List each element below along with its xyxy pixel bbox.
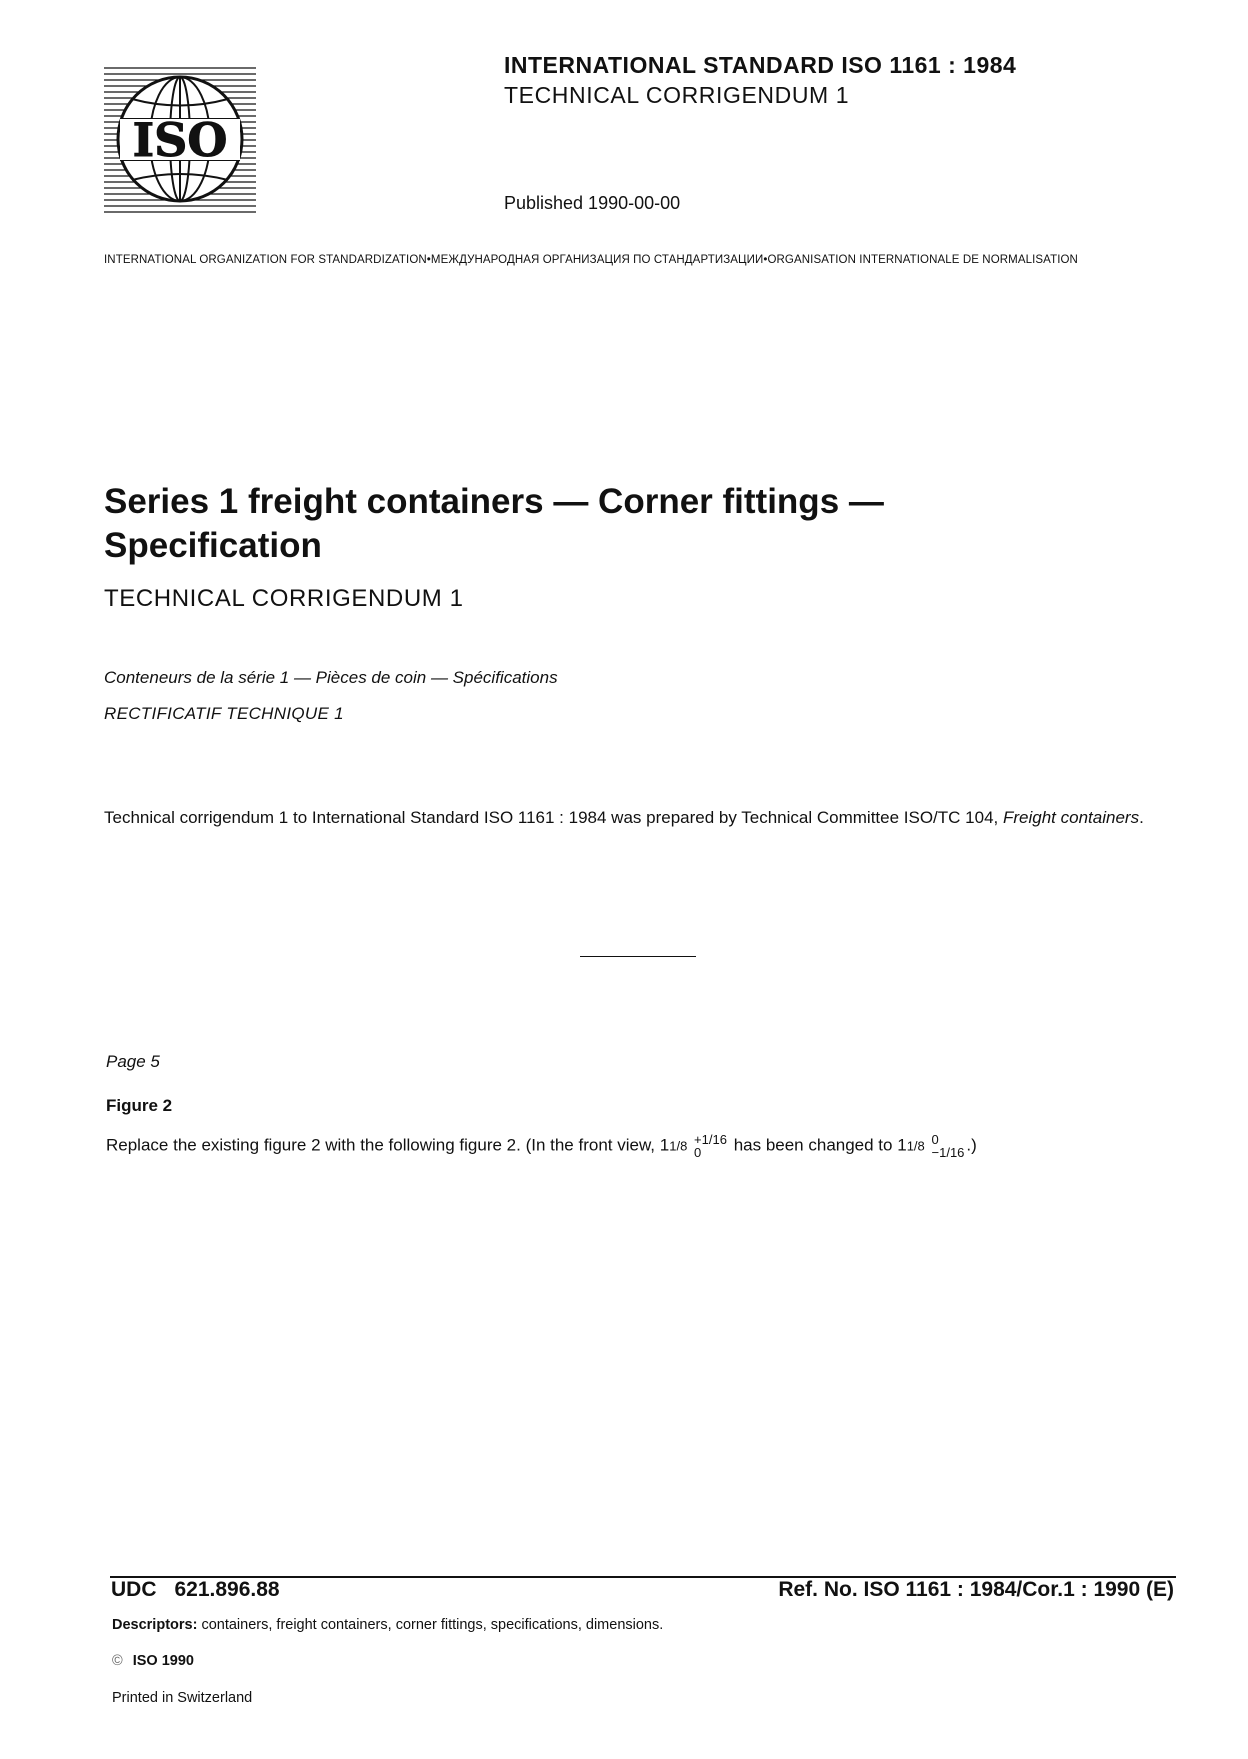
descriptors-label: Descriptors: [112, 1617, 198, 1633]
old-value-fraction: 1/8 [669, 1138, 688, 1154]
replacement-instruction [106, 1133, 977, 1159]
new-value-whole: 1 [897, 1135, 907, 1155]
document-title [104, 480, 884, 568]
corrigendum-title: TECHNICAL CORRIGENDUM 1 [104, 585, 464, 612]
section-divider [580, 956, 696, 957]
french-title: Conteneurs de la série 1 — Pièces de coin — Spécifications [104, 668, 558, 687]
old-tolerance-upper: +1/16 [694, 1132, 727, 1147]
udc-label: UDC [111, 1578, 157, 1601]
old-tolerance [694, 1133, 727, 1159]
page-reference: Page 5 [106, 1052, 160, 1071]
new-tolerance [932, 1133, 965, 1159]
copyright-text: ISO 1990 [132, 1653, 194, 1669]
figure-reference: Figure 2 [106, 1096, 173, 1115]
preparation-paragraph [104, 806, 1174, 830]
published-date: Published 1990-00-00 [504, 193, 681, 213]
reference-number: Ref. No. ISO 1161 : 1984/Cor.1 : 1990 (E) [778, 1578, 1174, 1601]
replace-text: Replace the existing figure 2 with the following figure 2. (In the front view, [106, 1135, 656, 1155]
preparation-end: . [1139, 808, 1144, 827]
old-value-whole: 1 [659, 1135, 670, 1155]
french-corrigendum: RECTIFICATIF TECHNIQUE 1 [104, 704, 344, 723]
standard-title: INTERNATIONAL STANDARD ISO 1161 : 1984 [504, 52, 1017, 78]
new-value-fraction: 1/8 [906, 1138, 925, 1154]
replace-end: .) [966, 1135, 977, 1155]
descriptors-value: containers, freight containers, corner fittings, specifications, dimensions. [201, 1617, 664, 1633]
standard-subtitle: TECHNICAL CORRIGENDUM 1 [504, 82, 850, 108]
new-tolerance-upper: 0 [931, 1132, 939, 1147]
document-title-line1: Series 1 freight containers — Corner fittings — [104, 482, 884, 521]
descriptors-line [112, 1617, 663, 1633]
document-title-line2: Specification [104, 526, 322, 565]
organization-line: INTERNATIONAL ORGANIZATION FOR STANDARDIZATION•МЕЖДУНАРОДНАЯ ОРГАНИЗАЦИЯ ПО СТАНДАРТИЗАЦИИ•ORGANISATION INTERNATIONALE DE NORMALISATION [104, 254, 1078, 266]
changed-text: has been changed to [733, 1135, 893, 1155]
copyright-line [112, 1653, 194, 1669]
udc-value: 621.896.88 [174, 1578, 280, 1601]
iso-logo [104, 64, 256, 214]
iso-logo-text: ISO [132, 113, 228, 167]
committee-name: Freight containers [1003, 808, 1140, 827]
old-tolerance-lower: 0 [694, 1145, 702, 1160]
udc-line [111, 1578, 280, 1602]
new-tolerance-lower: −1/16 [931, 1145, 965, 1160]
copyright-icon: © [112, 1653, 123, 1669]
preparation-text: Technical corrigendum 1 to International Standard ISO 1161 : 1984 was prepared by Technical Committee ISO/TC 104, [104, 808, 999, 827]
printed-in: Printed in Switzerland [112, 1690, 253, 1706]
